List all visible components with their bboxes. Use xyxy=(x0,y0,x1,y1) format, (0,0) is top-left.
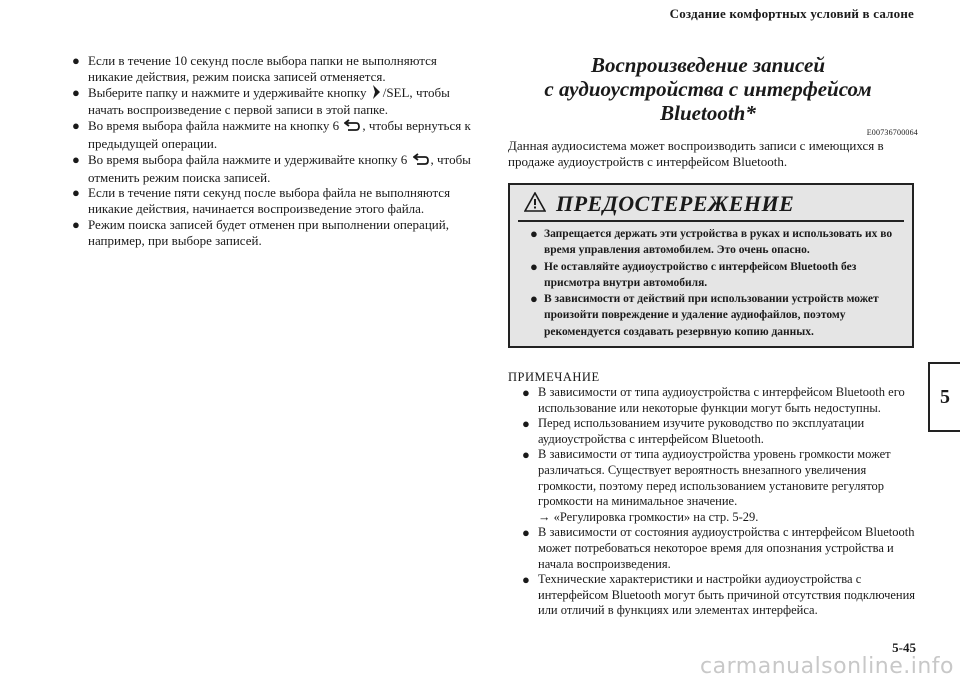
bullet-icon: ● xyxy=(522,525,530,541)
watermark: carmanualsonline.info xyxy=(700,654,954,679)
next-track-icon xyxy=(372,85,381,103)
note-list xyxy=(508,385,918,619)
bullet-icon: ● xyxy=(72,84,80,100)
list-item: ● Во время выбора файла нажмите на кнопку 6 , чтобы вернуться к предыдущей операции. xyxy=(72,118,471,151)
list-item: ● В зависимости от типа аудиоустройства с интерфейсом Bluetooth его использование или некоторые функции могут быть недоступны. xyxy=(522,385,905,415)
bullet-icon: ● xyxy=(72,53,80,68)
bullet-icon: ● xyxy=(72,151,80,167)
bullet-icon: ● xyxy=(530,258,538,274)
list-item: ● Перед использованием изучите руководство по эксплуатации аудиоустройства с интерфейсом Bluetooth. xyxy=(522,416,865,446)
bullet-icon: ● xyxy=(522,572,530,588)
warning-triangle-icon xyxy=(524,192,546,217)
note-heading: ПРИМЕЧАНИЕ xyxy=(508,370,600,385)
bullet-icon: ● xyxy=(522,385,530,401)
list-item: ● В зависимости от типа аудиоустройства уровень громкости может различаться. Существует вероятность внезапного увеличения громкости, поэтому перед использованием установите регулятор громкости на минимальное значение. → «Регулировка громкости» на стр. 5-29. xyxy=(522,447,891,524)
warning-divider xyxy=(518,220,904,222)
list-item: ● Если в течение пяти секунд после выбора файла не выполняются никакие действия, начинается воспроизведение этого файла. xyxy=(72,185,451,217)
warning-header xyxy=(524,191,912,217)
warning-box xyxy=(508,183,914,348)
warning-title: ПРЕДОСТЕРЕЖЕНИЕ xyxy=(556,191,795,216)
bullet-icon: ● xyxy=(72,185,80,201)
list-item: ● В зависимости от действий при использовании устройств может произойти повреждение и удаление аудиофайлов, поэтому рекомендуется создавать резервную копию данных. xyxy=(530,291,879,338)
left-column xyxy=(72,53,472,249)
bullet-icon: ● xyxy=(530,291,538,307)
list-item: ● Технические характеристики и настройки аудиоустройства с интерфейсом Bluetooth могут быть причиной отсутствия подключения или отличий в функциях или элементах интерфейса. xyxy=(522,572,916,618)
list-item: ● Если в течение 10 секунд после выбора папки не выполняются никакие действия, режим поиска записей отменяется. xyxy=(72,53,437,84)
bullet-icon: ● xyxy=(72,118,80,134)
list-item: ● В зависимости от состояния аудиоустройства с интерфейсом Bluetooth может потребоваться некоторое время для опознания устройства и начала воспроизведения. xyxy=(522,525,915,571)
running-header: Создание комфортных условий в салоне xyxy=(669,6,914,21)
page-reference-link[interactable]: → «Регулировка громкости» на стр. 5-29. xyxy=(538,509,759,524)
section-title: Воспроизведение записей с аудиоустройства с интерфейсом Bluetooth* xyxy=(544,53,872,125)
list-item: ● Запрещается держать эти устройства в руках и использовать их во время управления автомобилем. Это очень опасно. xyxy=(530,226,893,257)
chapter-tab[interactable]: 5 xyxy=(928,362,960,432)
right-column xyxy=(508,53,918,619)
bullet-icon: ● xyxy=(530,226,538,241)
list-item: ● Не оставляйте аудиоустройство с интерфейсом Bluetooth без присмотра внутри автомобиля. xyxy=(530,258,857,289)
bullet-icon: ● xyxy=(522,416,530,432)
page-number: 5-45 xyxy=(892,640,916,655)
list-item: ● Выберите папку и нажмите и удерживайте кнопку /SEL, чтобы начать воспроизведение с первой записи в этой папке. xyxy=(72,84,450,118)
list-item: ● Во время выбора файла нажмите и удерживайте кнопку 6 , чтобы отменить режим поиска записей. xyxy=(72,151,471,185)
return-arrow-icon xyxy=(344,119,360,136)
bullet-icon: ● xyxy=(72,216,80,232)
return-arrow-icon xyxy=(413,153,429,170)
bullet-icon: ● xyxy=(522,447,530,463)
section-intro: Данная аудиосистема может воспроизводить записи с имеющихся в продаже аудиоустройств с интерфейсом Bluetooth. xyxy=(508,138,884,169)
section-code: E00736700064 xyxy=(866,128,918,137)
warning-list xyxy=(510,226,912,340)
list-item: ● Режим поиска записей будет отменен при выполнении операций, например, при выборе записей. xyxy=(72,216,449,248)
